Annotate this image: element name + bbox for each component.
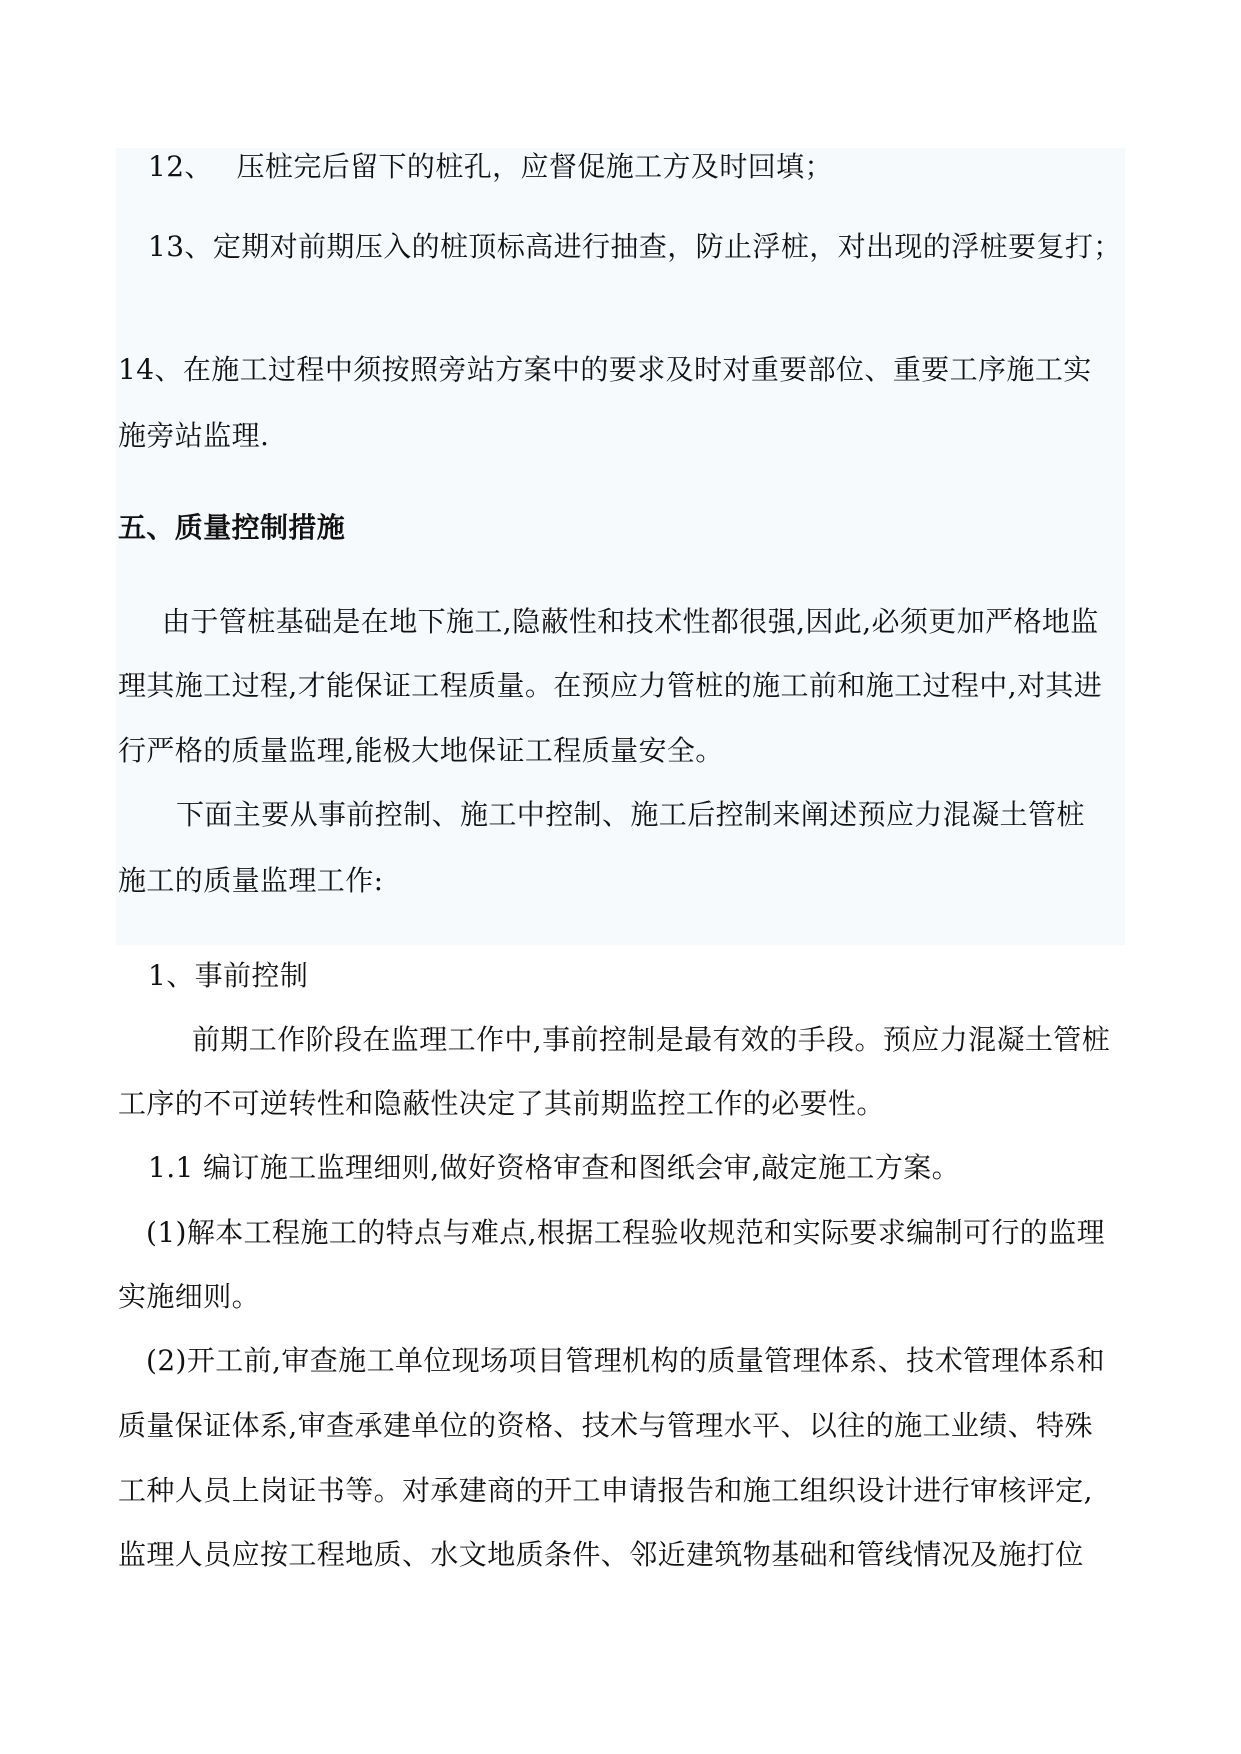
subheading-pre-control: 1、事前控制 bbox=[148, 959, 309, 992]
paragraph-line: 理其施工过程,才能保证工程质量。在预应力管桩的施工前和施工过程中,对其进 bbox=[118, 669, 1103, 702]
list-item-13: 13、定期对前期压入的桩顶标高进行抽查，防止浮桩，对出现的浮桩要复打； bbox=[148, 230, 1122, 263]
paragraph-line: 施工的质量监理工作: bbox=[118, 864, 384, 897]
subheading-1-1: 1.1 编订施工监理细则,做好资格审查和图纸会审,敲定施工方案。 bbox=[148, 1151, 961, 1184]
paragraph-line: 下面主要从事前控制、施工中控制、施工后控制来阐述预应力混凝土管桩 bbox=[176, 798, 1085, 831]
paragraph-line: 由于管桩基础是在地下施工,隐蔽性和技术性都很强,因此,必须更加严格地监 bbox=[162, 605, 1099, 638]
paragraph-line: 监理人员应按工程地质、水文地质条件、邻近建筑物基础和管线情况及施打位 bbox=[118, 1538, 1084, 1571]
list-item-14-cont: 施旁站监理. bbox=[118, 419, 270, 452]
list-item-12: 12、 压桩完后留下的桩孔，应督促施工方及时回填； bbox=[148, 150, 833, 183]
list-item-14: 14、在施工过程中须按照旁站方案中的要求及时对重要部位、重要工序施工实 bbox=[118, 353, 1092, 386]
paragraph-line: 工序的不可逆转性和隐蔽性决定了其前期监控工作的必要性。 bbox=[118, 1087, 885, 1120]
paragraph-line: (2)开工前,审查施工单位现场项目管理机构的质量管理体系、技术管理体系和 bbox=[146, 1344, 1105, 1377]
paragraph-line: 行严格的质量监理,能极大地保证工程质量安全。 bbox=[118, 734, 724, 767]
paragraph-line: 工种人员上岗证书等。对承建商的开工申请报告和施工组织设计进行审核评定, bbox=[118, 1474, 1093, 1507]
paragraph-line: 质量保证体系,审查承建单位的资格、技术与管理水平、以往的施工业绩、特殊 bbox=[118, 1409, 1093, 1442]
section-heading: 五、质量控制措施 bbox=[118, 511, 346, 544]
paragraph-line: (1)解本工程施工的特点与难点,根据工程验收规范和实际要求编制可行的监理 bbox=[146, 1216, 1105, 1249]
paragraph-line: 实施细则。 bbox=[118, 1280, 261, 1313]
paragraph-line: 前期工作阶段在监理工作中,事前控制是最有效的手段。预应力混凝土管桩 bbox=[192, 1023, 1111, 1056]
